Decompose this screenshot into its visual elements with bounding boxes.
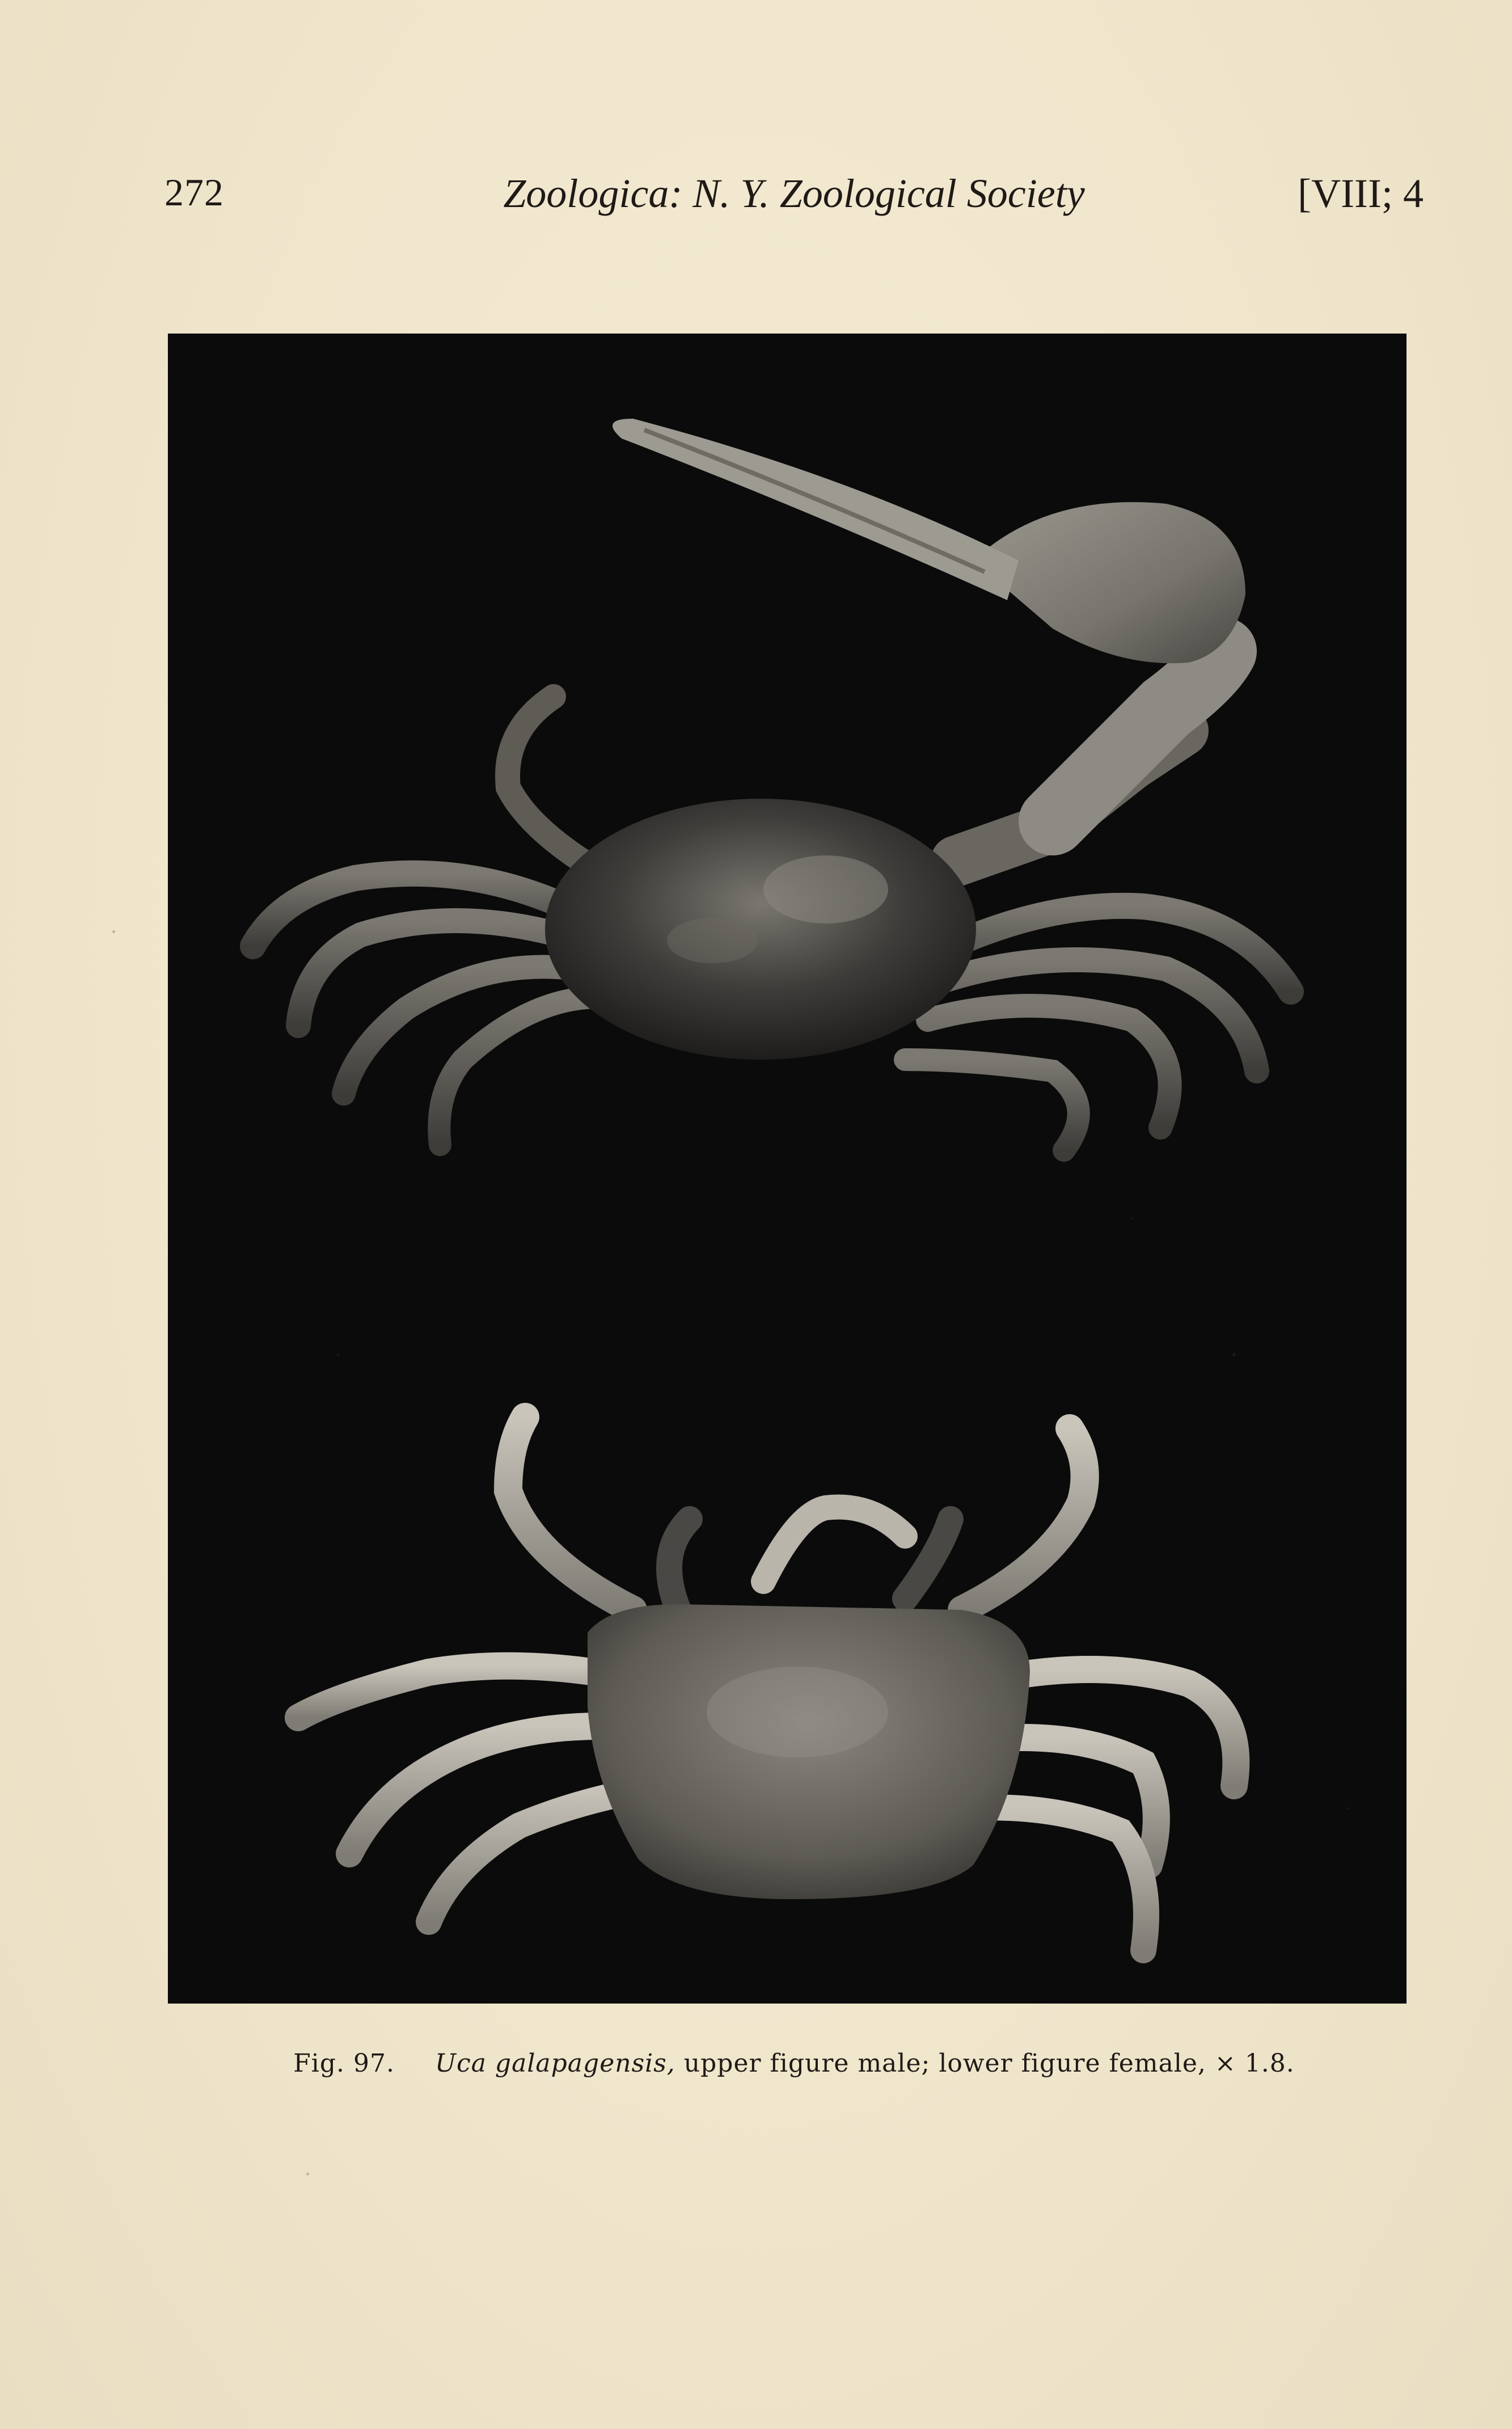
crab-photograph	[168, 334, 1407, 2004]
figure-plate-photograph	[168, 334, 1407, 2004]
figure-label: Fig. 97.	[293, 2049, 395, 2078]
figure-caption	[164, 2049, 1424, 2078]
volume-issue: [VIII; 4	[1298, 171, 1424, 216]
magnification: × 1.8.	[1214, 2049, 1295, 2078]
paper-speck	[112, 930, 115, 933]
male-crab	[253, 419, 1291, 1150]
page-number: 272	[164, 171, 224, 214]
female-crab	[298, 1417, 1236, 1950]
caption-description: upper figure male; lower figure female,	[683, 2049, 1206, 2078]
running-head	[164, 170, 1424, 227]
species-name: Uca galapagensis,	[434, 2049, 675, 2078]
journal-title: Zoologica: N. Y. Zoological Society	[503, 171, 1085, 216]
paper-speck	[306, 2173, 309, 2175]
